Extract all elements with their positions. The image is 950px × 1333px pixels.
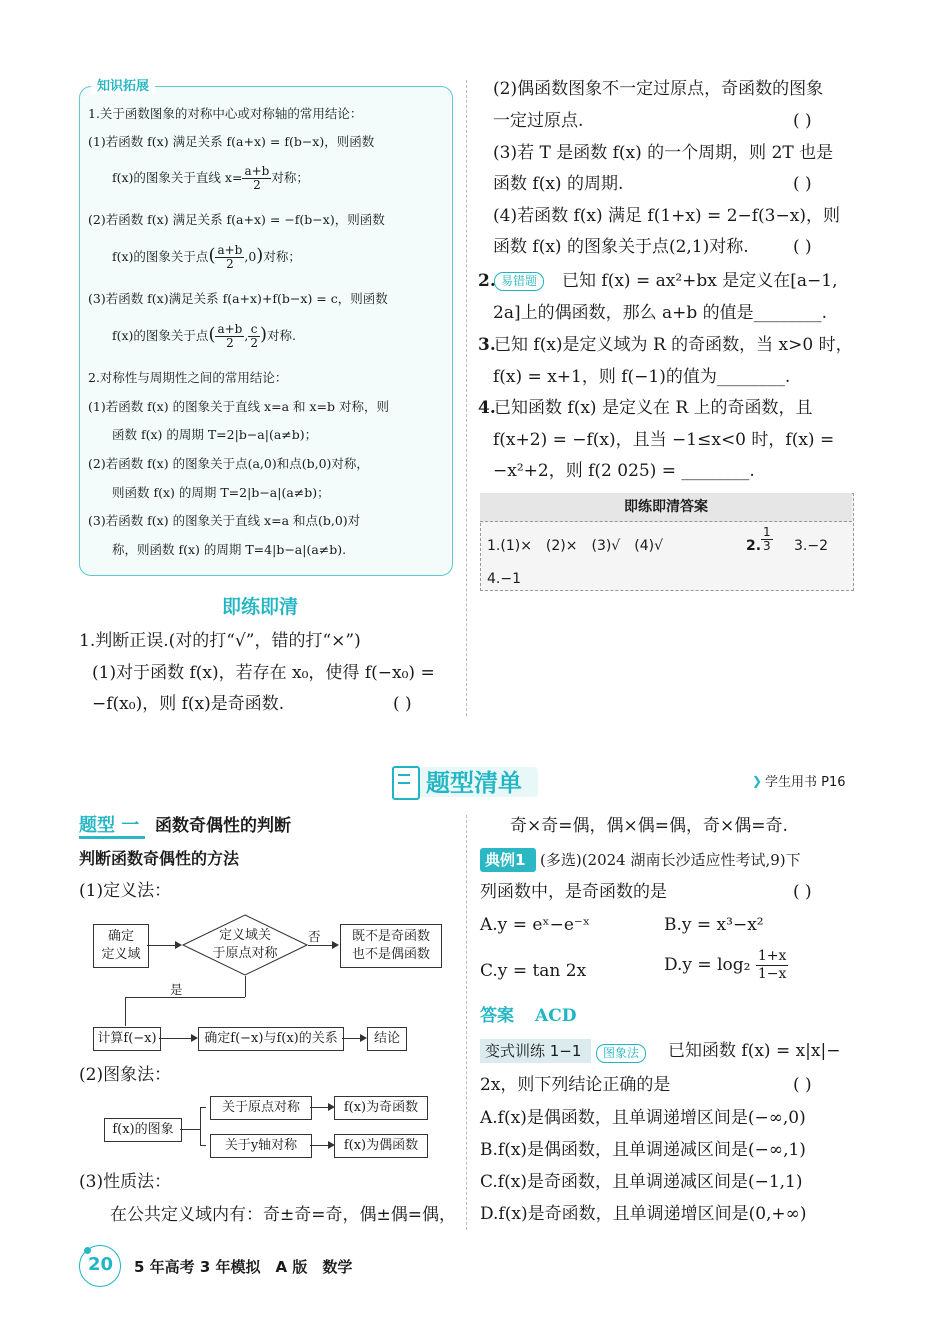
page-dot [84,1247,91,1254]
method-title: 判断函数奇偶性的方法 [79,849,240,868]
flow-box-relation: 确定f(−x)与f(x)的关系 [198,1027,344,1051]
flow-no-label: 否 [308,929,321,944]
variant-tag: 变式训练 1−1 [485,1042,582,1060]
knowledge-line: f(x)的图象关于点( $\frac{a+b}{2}$ , $\frac{c}{2}$ )对称. [112,322,296,350]
practice-q1-2: 一定过原点. [493,111,584,131]
knowledge-line: 2.对称性与周期性之间的常用结论： [88,370,288,385]
flow2-even: f(x)为偶函数 [334,1134,428,1158]
answer-2-label: 2. [746,538,762,554]
knowledge-line: (1)若函数 f(x) 的图象关于直线 x=a 和 x=b 对称，则 [88,399,389,414]
book-reference: 学生用书 P16 [765,775,846,790]
flow2-y-sym: 关于y轴对称 [210,1134,312,1158]
answer-paren: ( ) [793,237,812,257]
answer-label: 答案 [480,1006,514,1026]
variant-option-c: C.f(x)是奇函数，且单调递减区间是(−1,1) [480,1172,803,1192]
answer-value: ACD [535,1006,577,1026]
practice-q1-3: (3)若 T 是函数 f(x) 的一个周期，则 2T 也是 [493,143,834,163]
answer-1: 1.(1)× (2)× (3)√ (4)√ [487,538,663,554]
answer-3: 3.−2 [794,538,828,554]
practice-q3: f(x) = x+1，则 f(−1)的值为________. [493,367,791,387]
topic-label: 题型 一 [79,815,140,836]
page-number: 20 [88,1254,114,1275]
answer-paren: ( ) [393,694,412,714]
practice-q1-1: (1)对于函数 f(x)，若存在 x₀，使得 f(−x₀) = [92,663,435,683]
practice-q1-4: 函数 f(x) 的图象关于点(2,1)对称. [493,237,749,257]
practice-q2: 2a]上的偶函数，那么 a+b 的值是________. [493,303,828,323]
example-meta: (多选)(2024 湖南长沙适应性考试,9)下 [540,851,801,869]
variant-option-a: A.f(x)是偶函数，且单调递增区间是(−∞,0) [480,1108,806,1128]
book-title: 5 年高考 3 年模拟 A 版 数学 [134,1258,353,1276]
answer-paren: ( ) [793,111,812,131]
knowledge-line: 1.关于函数图象的对称中心或对称轴的常用结论： [88,106,363,121]
example-tag: 典例1 [485,851,526,869]
practice-q2: 已知 f(x) = ax²+bx 是定义在[a−1, [562,271,838,291]
knowledge-tag: 知识拓展 [91,75,155,94]
answer-paren: ( ) [793,174,812,194]
practice-q1-2: (2)偶函数图象不一定过原点，奇函数的图象 [493,79,824,99]
answer-2: $\frac{1}{3}$ [763,525,771,553]
knowledge-line: 称，则函数 f(x) 的周期 T=4|b−a|(a≠b). [112,542,347,557]
knowledge-line: 函数 f(x) 的周期 T=2|b−a|(a≠b)； [112,427,318,442]
column-divider [466,80,467,716]
flow-box-domain: 确定 定义域 [93,924,149,968]
clipboard-line [398,774,410,776]
flow-yes-label: 是 [170,982,183,997]
answer-paren: ( ) [793,1075,812,1095]
variant-stem: 已知函数 f(x) = x|x|− [668,1041,841,1061]
variant-option-d: D.f(x)是奇函数，且单调递增区间是(0,+∞) [480,1204,807,1224]
option-d: D.y = log₂ $\frac{1+x}{1-x}$ [664,948,787,982]
flow2-odd: f(x)为奇函数 [334,1096,428,1120]
practice-q1-1: −f(x₀)，则 f(x)是奇函数. [92,694,285,714]
flow-box-conclusion: 结论 [367,1027,407,1051]
method-2: (2)图象法： [79,1065,172,1085]
option-a: A.y = eˣ−e⁻ˣ [480,915,591,935]
method-3-text: 在公共定义域内有：奇±奇=奇，偶±偶=偶， [110,1205,456,1225]
method-3-cont: 奇×奇=偶，偶×偶=偶，奇×偶=奇. [510,816,788,836]
practice-q4: f(x+2) = −f(x)，且当 −1≤x<0 时，f(x) = [493,430,835,450]
option-c: C.y = tan 2x [480,961,587,981]
knowledge-line: 则函数 f(x) 的周期 T=2|b−a|(a≠b)； [112,485,330,500]
section-title: 题型清单 [426,769,522,797]
answer-paren: ( ) [793,882,812,902]
practice-q4: 已知函数 f(x) 是定义在 R 上的奇函数，且 [494,398,813,418]
practice-q4: −x²+2，则 f(2 025) = ________. [493,461,755,481]
example-stem: 列函数中，是奇函数的是 [480,882,667,902]
knowledge-line: f(x)的图象关于直线 x= $\frac{a+b}{2}$ 对称； [112,164,309,192]
flow-diamond-text: 定义域关 于原点对称 [212,928,278,961]
knowledge-line: (2)若函数 f(x) 满足关系 f(a+x) = −f(b−x)，则函数 [88,212,385,227]
practice-q3: 已知 f(x)是定义域为 R 的奇函数，当 x>0 时， [494,335,853,355]
knowledge-line: f(x)的图象关于点( $\frac{a+b}{2}$ ,0)对称； [112,243,301,271]
method-1: (1)定义法： [79,881,172,901]
flow-box-calc: 计算f(−x) [93,1027,161,1051]
knowledge-line: (2)若函数 f(x) 的图象关于点(a,0)和点(b,0)对称， [88,456,369,471]
mistake-tag: 易错题 [494,270,544,291]
flow2-source: f(x)的图象 [104,1118,182,1142]
knowledge-line: (3)若函数 f(x) 的图象关于直线 x=a 和点(b,0)对 [88,513,361,528]
practice-q4-num: 4. [478,398,496,418]
method-3: (3)性质法： [79,1172,172,1192]
column-divider [466,815,467,1230]
arrow-right-icon: ❯ [752,774,763,788]
answer-box-title: 即练即清答案 [480,493,852,522]
flow-box-neither: 既不是奇函数 也不是偶函数 [340,924,442,968]
practice-q1-3: 函数 f(x) 的周期. [493,174,624,194]
practice-q1-4: (4)若函数 f(x) 满足 f(1+x) = 2−f(3−x)，则 [493,206,840,226]
practice-q1: 1.判断正误.(对的打“√”，错的打“×”) [79,631,361,651]
practice-q2-num: 2. [478,271,496,291]
flow2-origin-sym: 关于原点对称 [210,1096,312,1120]
variant-stem: 2x，则下列结论正确的是 [480,1075,671,1095]
method-tag: 图象法 [596,1042,646,1063]
knowledge-line: (1)若函数 f(x) 满足关系 f(a+x) = f(b−x)，则函数 [88,134,375,149]
topic-title: 函数奇偶性的判断 [155,816,291,836]
practice-heading: 即练即清 [222,596,299,618]
practice-q3-num: 3. [478,335,496,355]
answer-4: 4.−1 [487,571,521,587]
knowledge-line: (3)若函数 f(x)满足关系 f(a+x)+f(b−x) = c，则函数 [88,291,388,306]
option-b: B.y = x³−x² [664,915,764,935]
clipboard-line [398,782,410,784]
topic-underline [79,836,145,839]
variant-option-b: B.f(x)是偶函数，且单调递减区间是(−∞,1) [480,1140,806,1160]
